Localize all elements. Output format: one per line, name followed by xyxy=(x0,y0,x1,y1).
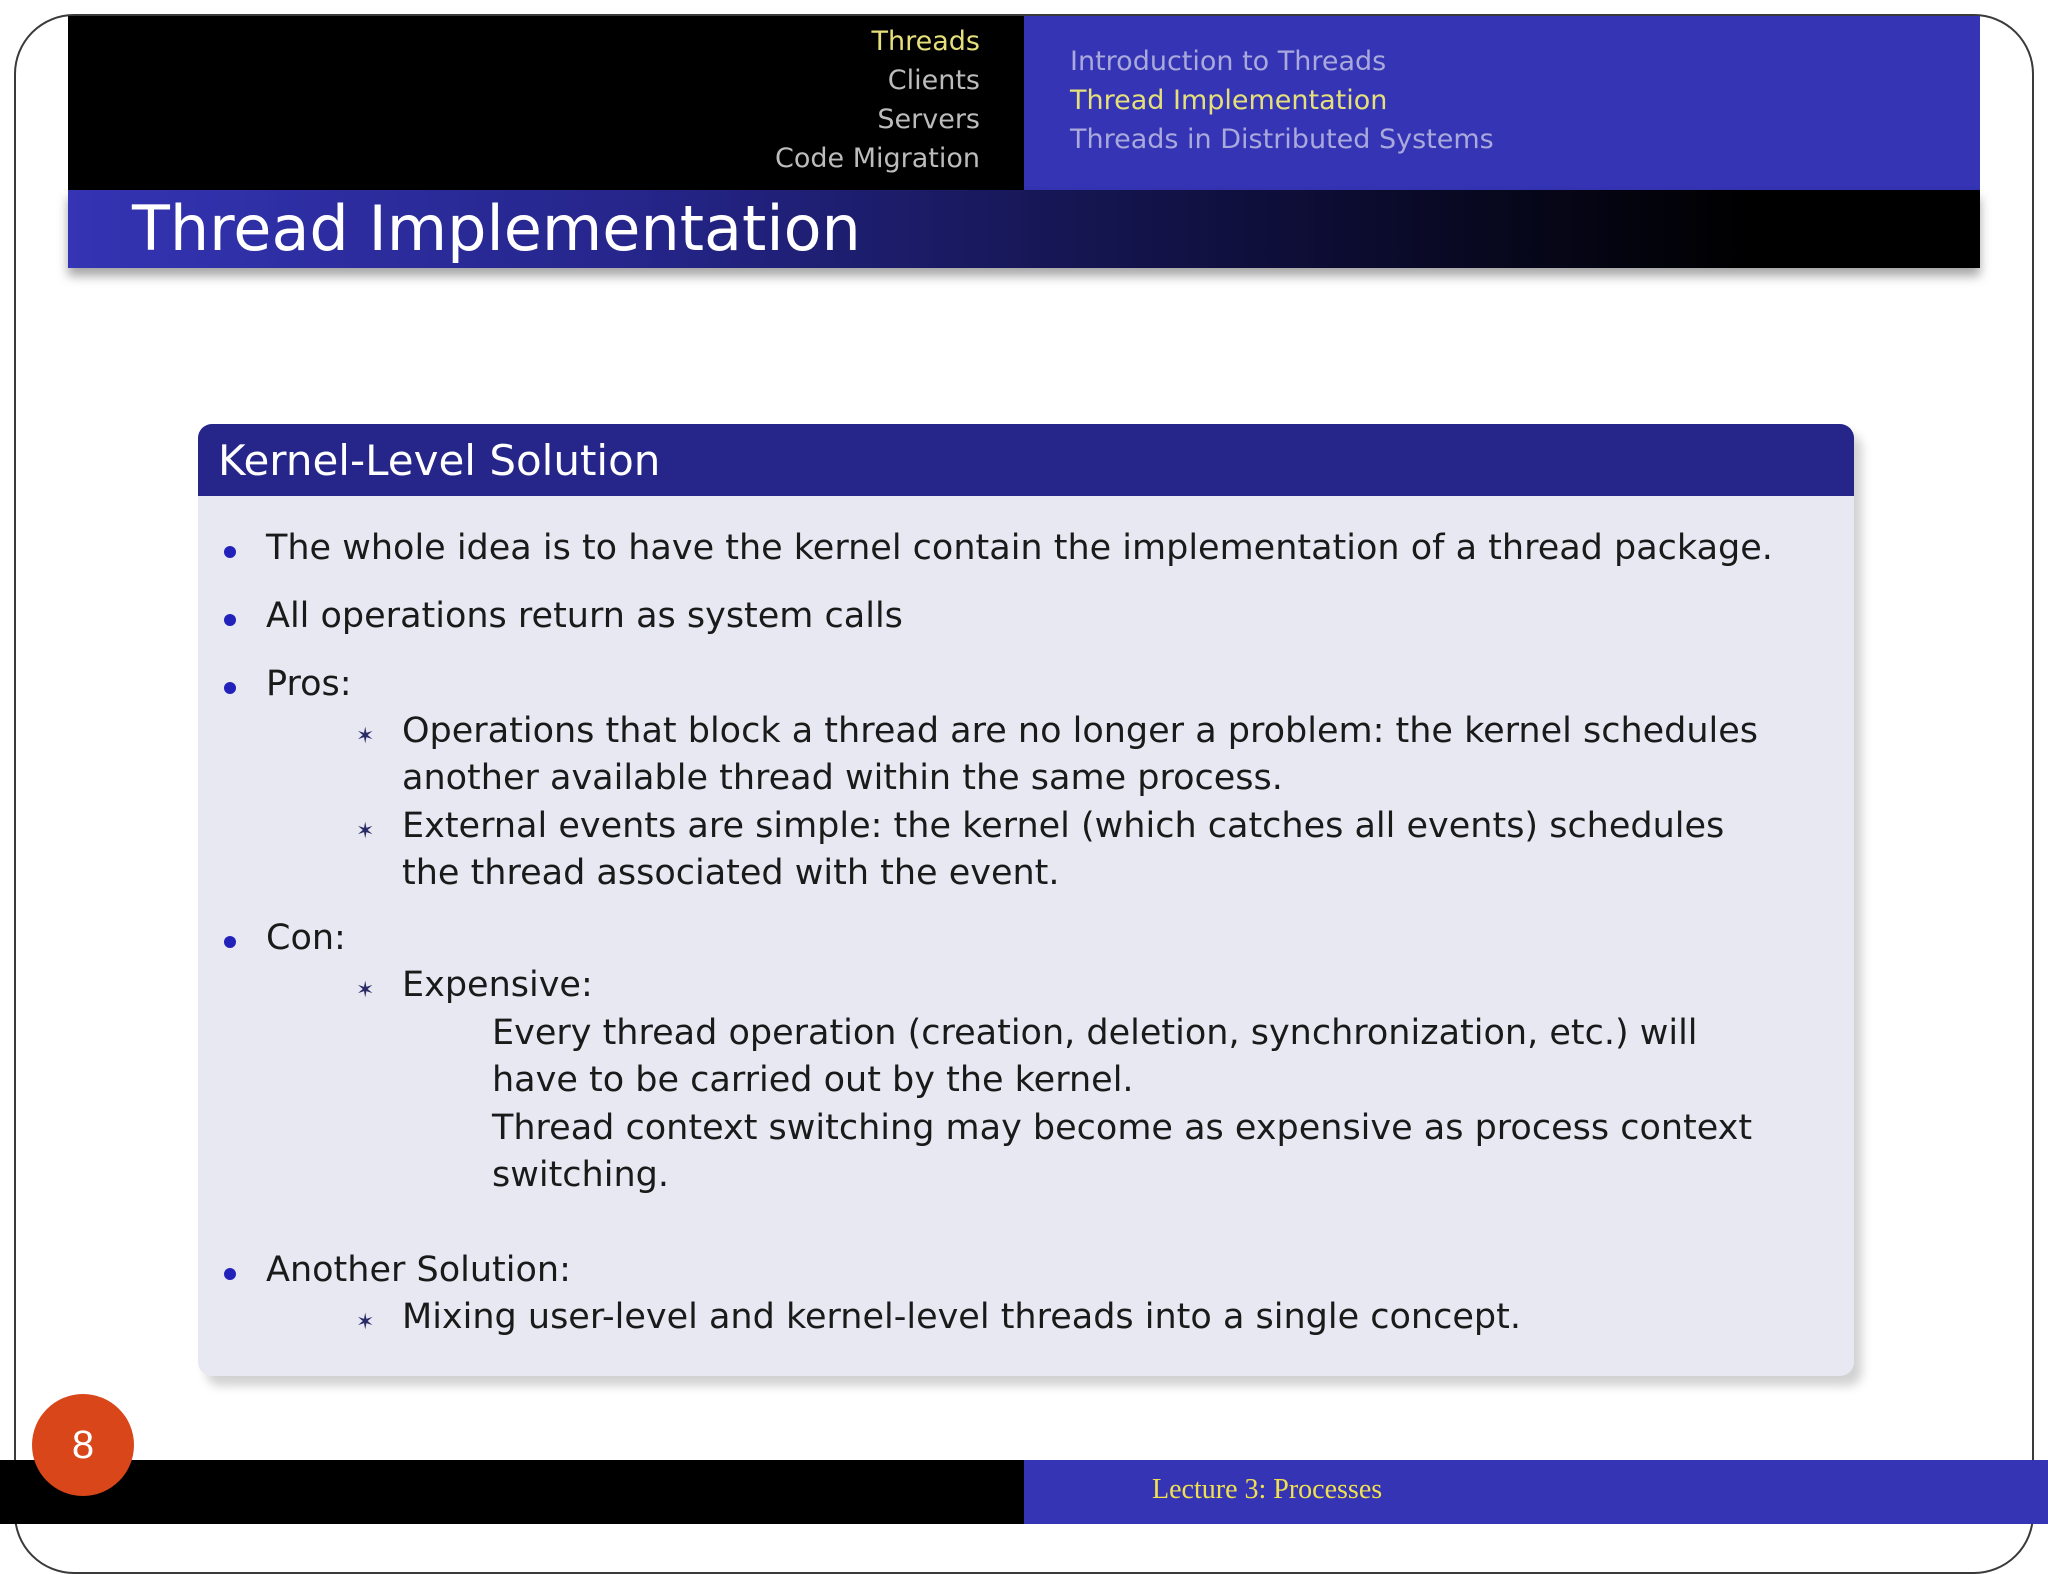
nav-section-threads[interactable]: Threads xyxy=(871,26,980,57)
content-block xyxy=(198,424,1854,1376)
sub-bullet-text: External events are simple: the kernel (which catches all events) schedules xyxy=(402,806,1725,846)
bullet-text: Pros: xyxy=(266,664,352,704)
nav-sub-introduction[interactable]: Introduction to Threads xyxy=(1070,46,1387,77)
sub-bullet-text: Operations that block a thread are no longer a problem: the kernel schedules xyxy=(402,711,1759,751)
bullet-dot-icon xyxy=(224,682,236,694)
section-nav xyxy=(68,16,1024,190)
title-bar xyxy=(68,190,1980,268)
footer-right xyxy=(1024,1460,2048,1524)
nav-sub-thread-implementation[interactable]: Thread Implementation xyxy=(1070,85,1388,116)
bullet-text: The whole idea is to have the kernel contain the implementation of a thread package. xyxy=(266,528,1773,568)
sub-bullet-star-icon: ✶ xyxy=(356,1310,375,1335)
detail-text: have to be carried out by the kernel. xyxy=(492,1060,1134,1100)
detail-text: switching. xyxy=(492,1155,669,1195)
page-number-badge xyxy=(32,1394,134,1496)
nav-section-code-migration[interactable]: Code Migration xyxy=(774,143,980,174)
block-header xyxy=(198,424,1854,496)
bullet-text: Con: xyxy=(266,918,346,958)
detail-text: Every thread operation (creation, deletion, synchronization, etc.) will xyxy=(492,1013,1698,1053)
block-title: Kernel-Level Solution xyxy=(218,436,661,485)
bullet-text: All operations return as system calls xyxy=(266,596,903,636)
subsection-nav xyxy=(1024,16,1980,190)
sub-bullet-star-icon: ✶ xyxy=(356,724,375,749)
sub-bullet-star-icon: ✶ xyxy=(356,819,375,844)
bullet-dot-icon xyxy=(224,1268,236,1280)
page-number: 8 xyxy=(71,1422,95,1467)
sub-bullet-text: Mixing user-level and kernel-level threads into a single concept. xyxy=(402,1297,1521,1337)
footer-left xyxy=(0,1460,1024,1524)
nav-sub-distributed[interactable]: Threads in Distributed Systems xyxy=(1070,124,1494,155)
footer-lecture-title: Lecture 3: Processes xyxy=(1152,1474,1383,1505)
bullet-dot-icon xyxy=(224,614,236,626)
sub-bullet-text: the thread associated with the event. xyxy=(402,853,1060,893)
bullet-dot-icon xyxy=(224,936,236,948)
nav-section-servers[interactable]: Servers xyxy=(877,104,980,135)
bullet-text: Another Solution: xyxy=(266,1250,571,1290)
slide-title: Thread Implementation xyxy=(132,192,861,265)
sub-bullet-text: Expensive: xyxy=(402,965,593,1005)
nav-section-clients[interactable]: Clients xyxy=(887,65,980,96)
sub-bullet-star-icon: ✶ xyxy=(356,978,375,1003)
bullet-dot-icon xyxy=(224,546,236,558)
detail-text: Thread context switching may become as expensive as process context xyxy=(492,1108,1753,1148)
sub-bullet-text: another available thread within the same process. xyxy=(402,758,1283,798)
